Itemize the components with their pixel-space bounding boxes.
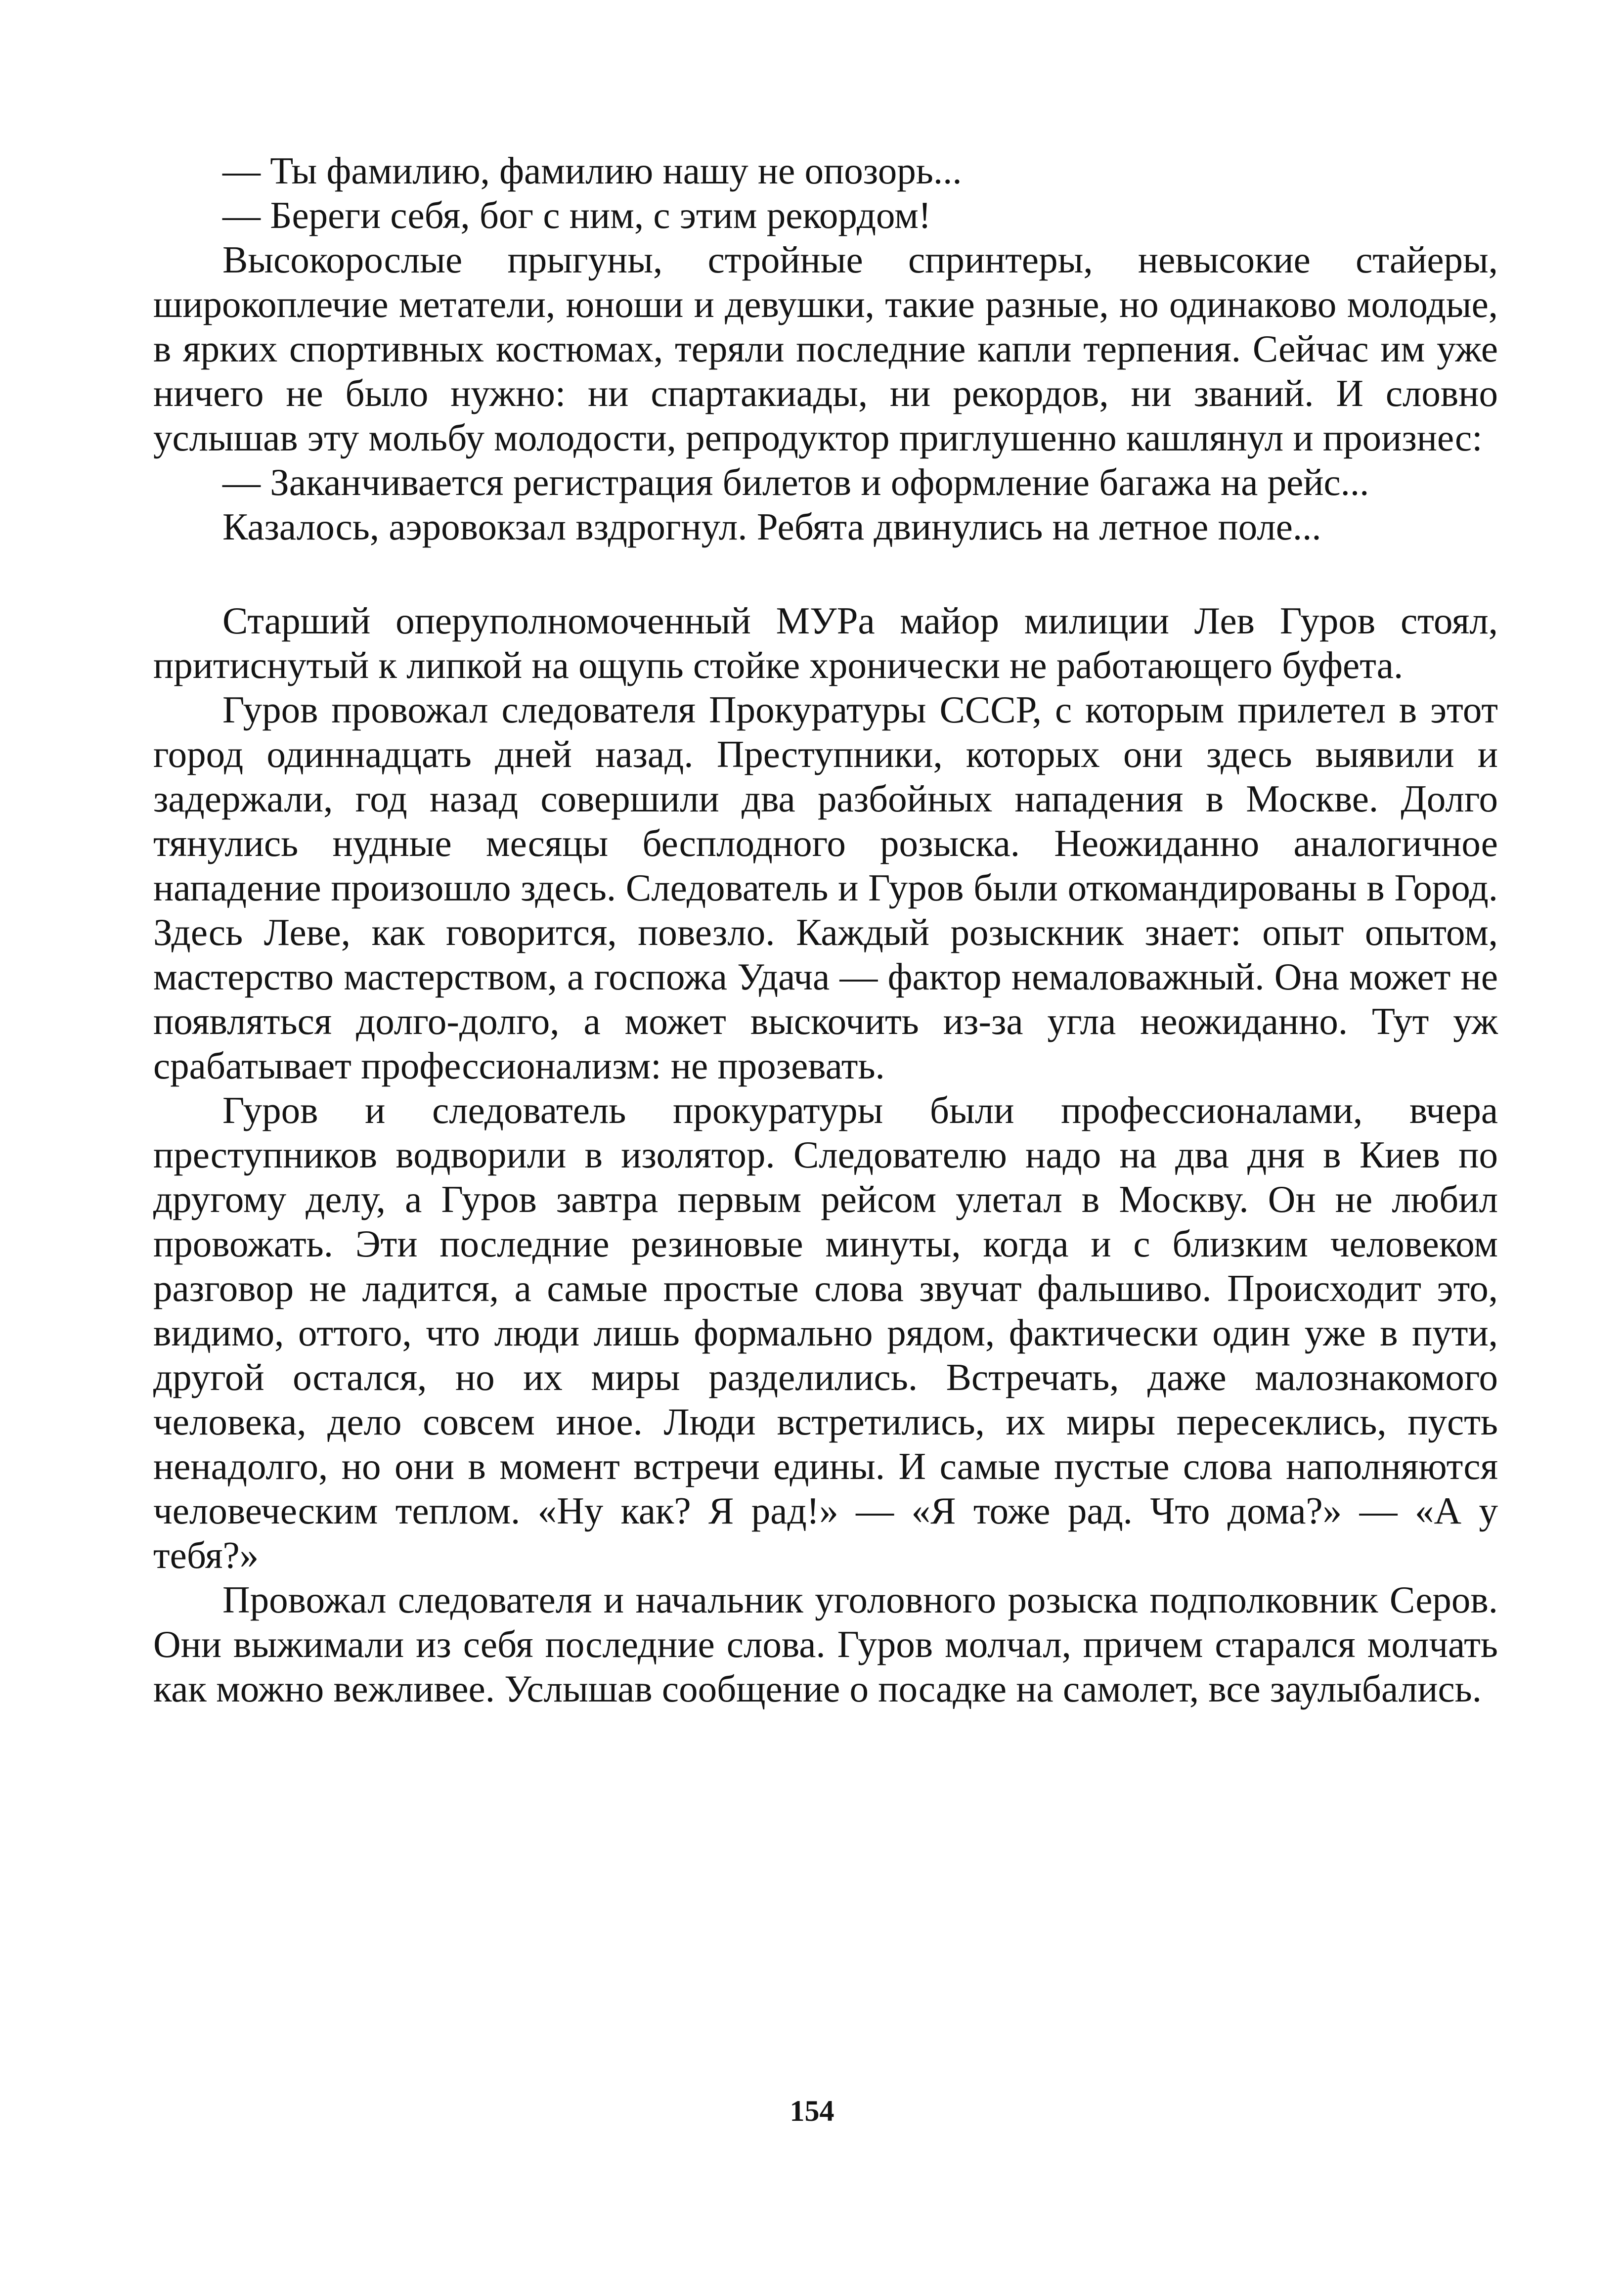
text-body xyxy=(153,148,1498,1711)
paragraph: Гуров и следователь прокуратуры были профессионалами, вчера преступников водворили в изолятор. Следователю надо на два дня в Киев по другому делу, а Гуров завтра первым рейсом улетал в Москву. Он не любил провожать. Эти последние резиновые минуты, когда и с близким человеком разговор не ладится, а самые простые слова звучат фальшиво. Происходит это, видимо, оттого, что люди лишь формально рядом, фактически один уже в пути, другой остался, но их миры разделились. Встречать, даже малознакомого человека, дело совсем иное. Люди встретились, их миры пересеклись, пусть ненадолго, но они в момент встречи едины. И самые пустые слова наполняются человеческим теплом. «Ну как? Я рад!» — «Я тоже рад. Что дома?» — «А у тебя?» xyxy=(153,1089,1498,1576)
paragraph: Провожал следователя и начальник уголовного розыска подполковник Серов. Они выжимали из себя последние слова. Гуров молчал, причем старался молчать как можно вежливее. Услышав сообщение о посадке на самолет, все заулыбались. xyxy=(153,1578,1498,1710)
paragraph: — Береги себя, бог с ним, с этим рекордом! xyxy=(222,194,931,236)
paragraph: — Заканчивается регистрация билетов и оформление багажа на рейс... xyxy=(222,461,1369,503)
page-number: 154 xyxy=(790,2095,834,2127)
paragraph: — Ты фамилию, фамилию нашу не опозорь... xyxy=(222,149,962,192)
paragraph: Гуров провожал следователя Прокуратуры СССР, с которым прилетел в этот город одиннадцать дней назад. Преступники, которых они здесь выявили и задержали, год назад совершили два разбойных нападения в Москве. Долго тянулись нудные месяцы бесплодного розыска. Неожиданно аналогичное нападение произошло здесь. Следователь и Гуров были откомандированы в Город. Здесь Леве, как говорится, повезло. Каждый розыскник знает: опыт опытом, мастерство мастерством, а госпожа Удача — фактор немаловажный. Она может не появляться долго-долго, а может выскочить из-за угла неожиданно. Тут уж срабатывает профессионализм: не прозевать. xyxy=(153,688,1498,1087)
paragraph: Казалось, аэровокзал вздрогнул. Ребята двинулись на летное поле... xyxy=(222,505,1321,548)
paragraph: Старший оперуполномоченный МУРа майор милиции Лев Гуров стоял, притиснутый к липкой на ощупь стойке хронически не работающего буфета. xyxy=(153,599,1498,686)
paragraph: Высокорослые прыгуны, стройные спринтеры, невысокие стайеры, широкоплечие метатели, юноши и девушки, такие разные, но одинаково молодые, в ярких спортивных костюмах, теряли последние капли терпения. Сейчас им уже ничего не было нужно: ни спартакиады, ни рекордов, ни званий. И словно услышав эту мольбу молодости, репродуктор приглушенно кашлянул и произнес: xyxy=(153,238,1498,459)
